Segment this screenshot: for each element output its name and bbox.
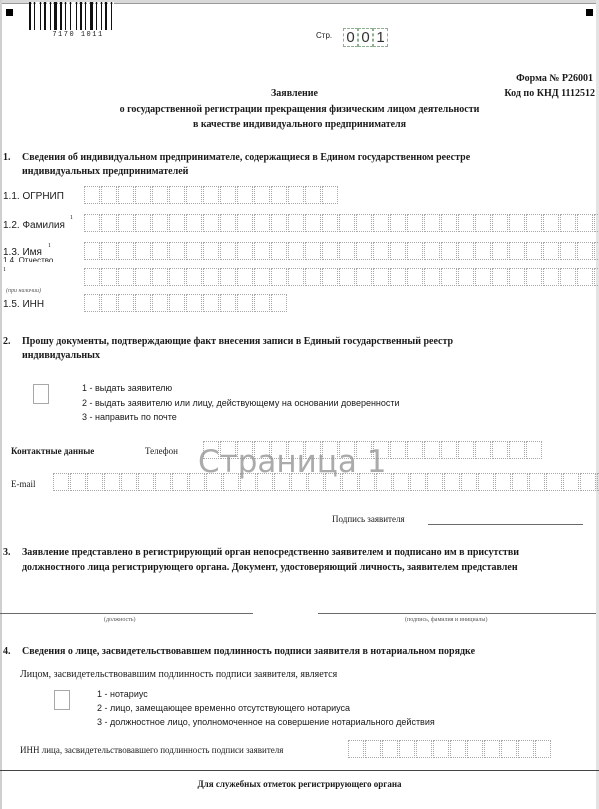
- input-cell[interactable]: [118, 294, 134, 312]
- surname-footnote: 1: [70, 215, 73, 221]
- barcode-bar: [40, 2, 41, 30]
- barcode-bar: [47, 2, 49, 30]
- input-cell[interactable]: [203, 186, 219, 204]
- page-watermark: Страница 1: [198, 444, 387, 480]
- input-cell[interactable]: [390, 441, 406, 459]
- patronymic-cells[interactable]: [84, 268, 599, 286]
- input-cell[interactable]: [424, 242, 440, 260]
- input-cell[interactable]: [203, 242, 219, 260]
- input-cell[interactable]: [271, 294, 287, 312]
- input-cell[interactable]: [382, 740, 398, 758]
- section4-option-box[interactable]: [54, 690, 70, 710]
- barcode-bar: [103, 2, 104, 30]
- input-cell[interactable]: [152, 186, 168, 204]
- input-cell[interactable]: [543, 268, 559, 286]
- section3-number: 3.: [3, 547, 11, 558]
- input-cell[interactable]: [101, 242, 117, 260]
- input-cell[interactable]: [169, 186, 185, 204]
- input-cell[interactable]: [135, 294, 151, 312]
- barcode-bar: [67, 2, 69, 30]
- barcode-bar: [72, 2, 75, 30]
- notary-inn-cells[interactable]: [348, 740, 552, 758]
- patronymic-footnote: 1: [3, 267, 6, 273]
- input-cell[interactable]: [594, 242, 599, 260]
- input-cell[interactable]: [135, 186, 151, 204]
- input-cell[interactable]: [390, 242, 406, 260]
- input-cell[interactable]: [407, 214, 423, 232]
- input-cell[interactable]: [172, 473, 188, 491]
- input-cell[interactable]: [441, 214, 457, 232]
- section2-option-2: 2 - выдать заявителю или лицу, действующему на основании доверенности: [82, 398, 400, 408]
- input-cell[interactable]: [220, 268, 236, 286]
- barcode-bar: [87, 2, 89, 30]
- patronymic-note: (при наличии): [6, 288, 41, 294]
- input-cell[interactable]: [288, 242, 304, 260]
- input-cell[interactable]: [441, 242, 457, 260]
- barcode-bar: [105, 2, 107, 30]
- input-cell[interactable]: [509, 214, 525, 232]
- input-cell[interactable]: [577, 268, 593, 286]
- input-cell[interactable]: [416, 740, 432, 758]
- input-cell[interactable]: [492, 242, 508, 260]
- barcode-bar: [34, 2, 35, 30]
- input-cell[interactable]: [104, 473, 120, 491]
- input-cell[interactable]: [427, 473, 443, 491]
- input-cell[interactable]: [237, 186, 253, 204]
- input-cell[interactable]: [84, 214, 100, 232]
- input-cell[interactable]: [70, 473, 86, 491]
- section4-option-1: 1 - нотариус: [97, 689, 148, 699]
- barcode-bar: [50, 2, 51, 30]
- section2-option-box[interactable]: [33, 384, 49, 404]
- input-cell[interactable]: [529, 473, 545, 491]
- input-cell[interactable]: [84, 294, 100, 312]
- input-cell[interactable]: [356, 214, 372, 232]
- name-footnote: 1: [48, 243, 51, 249]
- input-cell[interactable]: [484, 740, 500, 758]
- barcode-bar: [76, 2, 77, 30]
- input-cell[interactable]: [535, 740, 551, 758]
- barcode-bar: [90, 2, 93, 30]
- input-cell[interactable]: [271, 268, 287, 286]
- input-cell[interactable]: [475, 214, 491, 232]
- input-cell[interactable]: [458, 214, 474, 232]
- input-cell[interactable]: [399, 740, 415, 758]
- input-cell[interactable]: [186, 294, 202, 312]
- input-cell[interactable]: [186, 268, 202, 286]
- input-cell[interactable]: [186, 214, 202, 232]
- surname-cells[interactable]: [84, 214, 599, 232]
- barcode-bar: [65, 2, 66, 30]
- patronymic-label: 1.4. Отчество: [3, 257, 54, 262]
- input-cell[interactable]: [101, 186, 117, 204]
- input-cell[interactable]: [288, 186, 304, 204]
- barcode-bar: [101, 2, 102, 30]
- section2-title-line-1: Прошу документы, подтверждающие факт внесения записи в Единый государственный реестр: [22, 336, 454, 347]
- input-cell[interactable]: [305, 242, 321, 260]
- barcode-bar: [44, 2, 46, 30]
- section2-option-1: 1 - выдать заявителю: [82, 383, 173, 393]
- input-cell[interactable]: [356, 242, 372, 260]
- input-cell[interactable]: [390, 268, 406, 286]
- section4-title: Сведения о лице, засвидетельствовавшем подлинность подписи заявителя в нотариальном порядке: [22, 646, 476, 657]
- input-cell[interactable]: [186, 186, 202, 204]
- input-cell[interactable]: [322, 268, 338, 286]
- footer-divider: [0, 770, 599, 771]
- barcode-bar: [83, 2, 84, 30]
- barcode-bar: [80, 2, 82, 30]
- input-cell[interactable]: [121, 473, 137, 491]
- input-cell[interactable]: [407, 268, 423, 286]
- input-cell[interactable]: [118, 214, 134, 232]
- input-cell[interactable]: [526, 242, 542, 260]
- input-cell[interactable]: [288, 268, 304, 286]
- section4-option-3: 3 - должностное лицо, уполномоченное на совершение нотариального действия: [97, 717, 435, 727]
- input-cell[interactable]: [543, 214, 559, 232]
- official-signature-line[interactable]: [318, 613, 596, 614]
- contacts-label: Контактные данные: [11, 446, 95, 456]
- page-digit-3: 1: [373, 28, 388, 47]
- input-cell[interactable]: [87, 473, 103, 491]
- input-cell[interactable]: [152, 214, 168, 232]
- input-cell[interactable]: [101, 294, 117, 312]
- section2-number: 2.: [3, 336, 11, 347]
- input-cell[interactable]: [101, 268, 117, 286]
- input-cell[interactable]: [305, 214, 321, 232]
- input-cell[interactable]: [441, 441, 457, 459]
- input-cell[interactable]: [305, 186, 321, 204]
- page-digit-1: 0: [343, 28, 358, 47]
- barcode-bar: [32, 2, 33, 30]
- input-cell[interactable]: [138, 473, 154, 491]
- input-cell[interactable]: [594, 214, 599, 232]
- input-cell[interactable]: [373, 268, 389, 286]
- ogrnip-cells[interactable]: [84, 186, 339, 204]
- input-cell[interactable]: [526, 214, 542, 232]
- email-label: E-mail: [11, 479, 36, 489]
- barcode-bar: [42, 2, 43, 30]
- input-cell[interactable]: [444, 473, 460, 491]
- input-cell[interactable]: [560, 268, 576, 286]
- input-cell[interactable]: [220, 242, 236, 260]
- barcode-bar: [60, 2, 62, 30]
- input-cell[interactable]: [407, 441, 423, 459]
- name-cells[interactable]: [84, 242, 599, 260]
- input-cell[interactable]: [152, 294, 168, 312]
- section3-line-1: Заявление представлено в регистрирующий орган непосредственно заявителем и подписано им в присутстви: [22, 547, 520, 558]
- input-cell[interactable]: [458, 268, 474, 286]
- input-cell[interactable]: [305, 268, 321, 286]
- input-cell[interactable]: [410, 473, 426, 491]
- input-cell[interactable]: [509, 441, 525, 459]
- barcode-bar: [70, 2, 71, 30]
- section4-option-2: 2 - лицо, замещающее временно отсутствующего нотариуса: [97, 703, 351, 713]
- input-cell[interactable]: [203, 294, 219, 312]
- input-cell[interactable]: [169, 242, 185, 260]
- input-cell[interactable]: [365, 740, 381, 758]
- input-cell[interactable]: [501, 740, 517, 758]
- page-label: Стр.: [316, 31, 333, 40]
- barcode-bar: [96, 2, 97, 30]
- input-cell[interactable]: [512, 473, 528, 491]
- section1-title-line-1: Сведения об индивидуальном предпринимателе, содержащиеся в Едином государственном реестре: [22, 152, 471, 163]
- barcode-bar: [108, 2, 110, 30]
- input-cell[interactable]: [594, 268, 599, 286]
- corner-marker-right: [586, 9, 593, 16]
- input-cell[interactable]: [475, 268, 491, 286]
- barcode-bar: [85, 2, 86, 30]
- section4-intro: Лицом, засвидетельствовавшим подлинность подписи заявителя, является: [20, 669, 338, 680]
- barcode-bar: [94, 2, 95, 30]
- input-cell[interactable]: [495, 473, 511, 491]
- section1-title-line-2: индивидуальных предпринимателей: [22, 166, 189, 177]
- input-cell[interactable]: [475, 441, 491, 459]
- input-cell[interactable]: [322, 214, 338, 232]
- input-cell[interactable]: [271, 186, 287, 204]
- input-cell[interactable]: [373, 242, 389, 260]
- official-signature-caption: (подпись, фамилия и инициалы): [405, 617, 488, 623]
- input-cell[interactable]: [467, 740, 483, 758]
- input-cell[interactable]: [424, 214, 440, 232]
- service-marks-title: Для служебных отметок регистрирующего органа: [197, 779, 402, 789]
- input-cell[interactable]: [220, 214, 236, 232]
- input-cell[interactable]: [577, 214, 593, 232]
- input-cell[interactable]: [155, 473, 171, 491]
- input-cell[interactable]: [237, 214, 253, 232]
- barcode-bar: [63, 2, 64, 30]
- input-cell[interactable]: [53, 473, 69, 491]
- input-cell[interactable]: [254, 268, 270, 286]
- input-cell[interactable]: [492, 441, 508, 459]
- input-cell[interactable]: [450, 740, 466, 758]
- input-cell[interactable]: [169, 294, 185, 312]
- barcode-bar: [113, 2, 114, 30]
- input-cell[interactable]: [580, 473, 596, 491]
- input-cell[interactable]: [254, 242, 270, 260]
- surname-label: 1.2. Фамилия: [3, 220, 65, 231]
- page-digit-2: 0: [358, 28, 373, 47]
- ogrnip-label: 1.1. ОГРНИП: [3, 191, 64, 202]
- input-cell[interactable]: [220, 186, 236, 204]
- input-cell[interactable]: [254, 214, 270, 232]
- input-cell[interactable]: [84, 242, 100, 260]
- input-cell[interactable]: [135, 268, 151, 286]
- input-cell[interactable]: [518, 740, 534, 758]
- name-label: 1.3. Имя: [3, 247, 42, 258]
- input-cell[interactable]: [203, 268, 219, 286]
- input-cell[interactable]: [560, 214, 576, 232]
- title-line-2: о государственной регистрации прекращения физическим лицом деятельности: [119, 104, 480, 115]
- input-cell[interactable]: [254, 294, 270, 312]
- input-cell[interactable]: [203, 214, 219, 232]
- input-cell[interactable]: [169, 268, 185, 286]
- barcode-bar: [98, 2, 100, 30]
- input-cell[interactable]: [458, 441, 474, 459]
- input-cell[interactable]: [492, 268, 508, 286]
- position-line[interactable]: [0, 613, 253, 614]
- input-cell[interactable]: [84, 268, 100, 286]
- input-cell[interactable]: [424, 268, 440, 286]
- section1-number: 1.: [3, 152, 11, 163]
- barcode-bar: [78, 2, 79, 30]
- barcode-bar: [58, 2, 59, 30]
- input-cell[interactable]: [271, 242, 287, 260]
- input-cell[interactable]: [339, 214, 355, 232]
- input-cell[interactable]: [563, 473, 579, 491]
- inn-label: 1.5. ИНН: [3, 299, 45, 310]
- input-cell[interactable]: [135, 242, 151, 260]
- input-cell[interactable]: [577, 242, 593, 260]
- notary-inn-label: ИНН лица, засвидетельствовавшего подлинность подписи заявителя: [20, 745, 284, 755]
- barcode-bar: [52, 2, 53, 30]
- phone-label: Телефон: [145, 446, 178, 456]
- input-cell[interactable]: [526, 441, 542, 459]
- input-cell[interactable]: [135, 214, 151, 232]
- input-cell[interactable]: [118, 268, 134, 286]
- input-cell[interactable]: [169, 214, 185, 232]
- input-cell[interactable]: [393, 473, 409, 491]
- barcode-bar: [111, 2, 112, 30]
- input-cell[interactable]: [526, 268, 542, 286]
- input-cell[interactable]: [118, 186, 134, 204]
- section2-title-line-2: индивидуальных: [22, 350, 100, 361]
- input-cell[interactable]: [237, 242, 253, 260]
- input-cell[interactable]: [546, 473, 562, 491]
- knd-code: Код по КНД 1112512: [504, 88, 595, 99]
- input-cell[interactable]: [348, 740, 364, 758]
- input-cell[interactable]: [441, 268, 457, 286]
- input-cell[interactable]: [339, 242, 355, 260]
- input-cell[interactable]: [390, 214, 406, 232]
- input-cell[interactable]: [84, 186, 100, 204]
- input-cell[interactable]: [152, 242, 168, 260]
- corner-marker-left: [6, 9, 13, 16]
- input-cell[interactable]: [101, 214, 117, 232]
- section2-option-3: 3 - направить по почте: [82, 412, 177, 422]
- input-cell[interactable]: [407, 242, 423, 260]
- position-caption: (должность): [104, 617, 136, 623]
- input-cell[interactable]: [433, 740, 449, 758]
- input-cell[interactable]: [237, 294, 253, 312]
- input-cell[interactable]: [509, 268, 525, 286]
- barcode-bar: [54, 2, 57, 30]
- input-cell[interactable]: [237, 268, 253, 286]
- input-cell[interactable]: [478, 473, 494, 491]
- input-cell[interactable]: [322, 242, 338, 260]
- input-cell[interactable]: [288, 214, 304, 232]
- input-cell[interactable]: [152, 268, 168, 286]
- signature-line[interactable]: [428, 524, 583, 525]
- input-cell[interactable]: [461, 473, 477, 491]
- input-cell[interactable]: [254, 186, 270, 204]
- input-cell[interactable]: [271, 214, 287, 232]
- input-cell[interactable]: [475, 242, 491, 260]
- input-cell[interactable]: [322, 186, 338, 204]
- input-cell[interactable]: [118, 242, 134, 260]
- input-cell[interactable]: [543, 242, 559, 260]
- input-cell[interactable]: [458, 242, 474, 260]
- inn-cells[interactable]: [84, 294, 288, 312]
- input-cell[interactable]: [560, 242, 576, 260]
- signature-label: Подпись заявителя: [332, 514, 405, 524]
- input-cell[interactable]: [339, 268, 355, 286]
- input-cell[interactable]: [186, 242, 202, 260]
- barcode-bar: [29, 2, 31, 30]
- section3-line-2: должностного лица регистрирующего органа. Документ, удостоверяющий личность, заявителем представлен: [22, 562, 518, 573]
- input-cell[interactable]: [220, 294, 236, 312]
- input-cell[interactable]: [509, 242, 525, 260]
- input-cell[interactable]: [424, 441, 440, 459]
- title-line-1: Заявление: [271, 88, 318, 99]
- input-cell[interactable]: [356, 268, 372, 286]
- input-cell[interactable]: [492, 214, 508, 232]
- input-cell[interactable]: [373, 214, 389, 232]
- title-line-3: в качестве индивидуального предпринимателя: [192, 119, 407, 130]
- barcode-number: 7170 1011: [31, 30, 125, 40]
- barcode-bar: [36, 2, 39, 30]
- section4-number: 4.: [3, 646, 11, 657]
- form-number: Форма № Р26001: [516, 73, 593, 84]
